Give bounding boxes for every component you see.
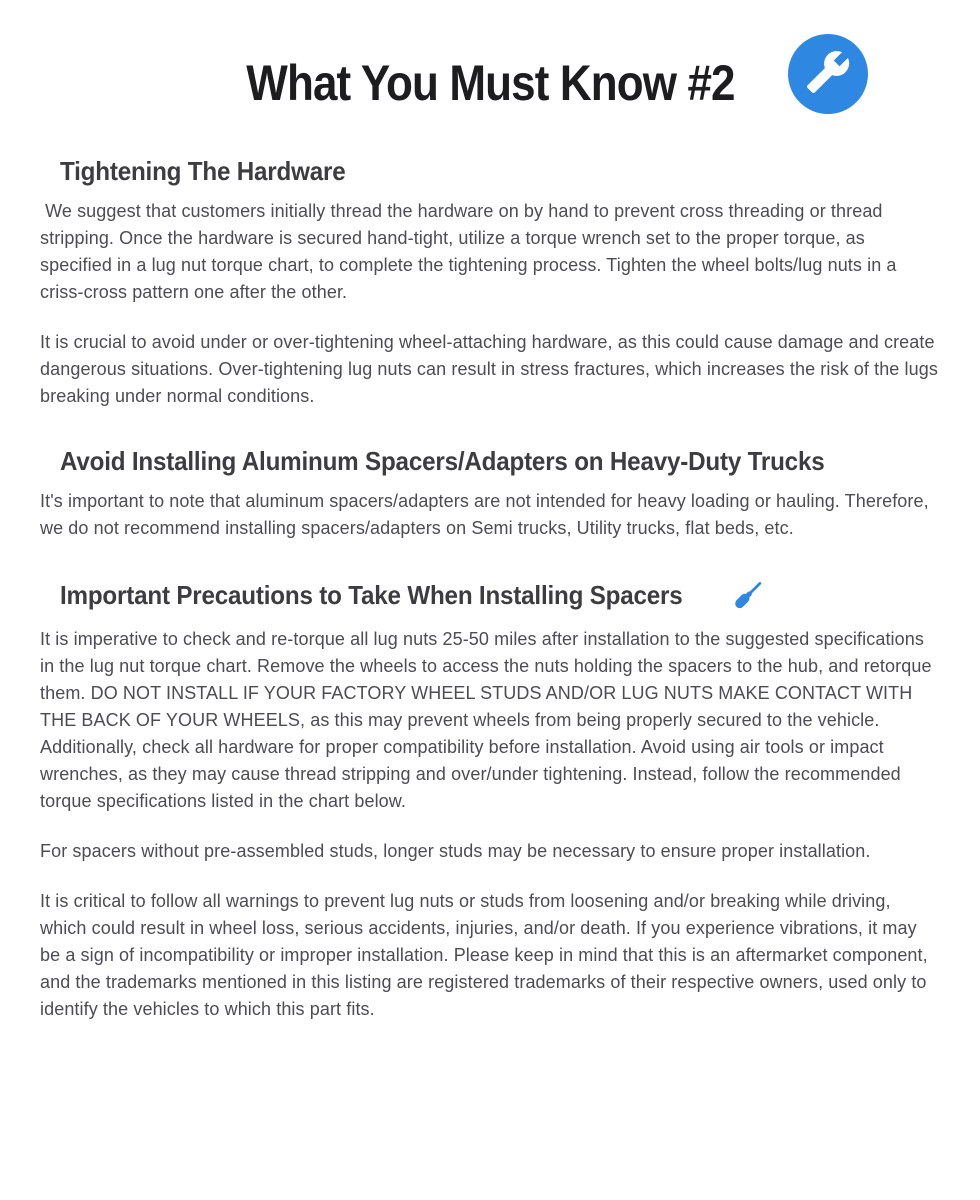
screwdriver-icon xyxy=(731,578,765,612)
page-header xyxy=(40,50,940,130)
section-heading-aluminum xyxy=(40,442,940,478)
section-heading-precautions xyxy=(40,576,940,612)
content-area xyxy=(0,50,980,1023)
section-heading-text: Important Precautions to Take When Installing Spacers xyxy=(60,580,683,611)
paragraph-retorque-warning: It is imperative to check and re-torque all lug nuts 25-50 miles after installation to the suggested specifications in the lug nut torque chart. Remove the wheels to access the nuts holding the spacers to the hub, and retorque them. DO NOT INSTALL IF YOUR FACTORY WHEEL STUDS AND/OR LUG NUTS MAKE CONTACT WITH THE BACK OF YOUR WHEELS, as this may prevent wheels from being properly secured to the vehicle. Additionally, check all hardware for proper compatibility before installation. Avoid using air tools or impact wrenches, as they may cause thread stripping and over/under tightening. Instead, follow the recommended torque specifications listed in the chart below. xyxy=(40,629,937,812)
paragraph-hand-thread: We suggest that customers initially thread the hardware on by hand to prevent cross threading or thread stripping. Once the hardware is secured hand-tight, utilize a torque wrench set to the proper torque, as specified in a lug nut torque chart, to complete the tightening process. Tighten the wheel bolts/lug nuts in a criss-cross pattern one after the other. xyxy=(40,201,902,303)
paragraph-longer-studs: For spacers without pre-assembled studs, longer studs may be necessary to ensure proper installation. xyxy=(40,841,871,862)
wrench-badge xyxy=(788,34,868,114)
paragraph-legal-warning: It is critical to follow all warnings to prevent lug nuts or studs from loosening and/or breaking while driving, which could result in wheel loss, serious accidents, injuries, and/or death. If you experience vibrations, it may be a sign of incompatibility or improper installation. Please keep in mind that this is an aftermarket component, and the trademarks mentioned in this listing are registered trademarks of their respective owners, used only to identify the vehicles to which this part fits. xyxy=(40,891,933,1020)
page-title: What You Must Know #2 xyxy=(245,55,735,111)
section-heading-text: Avoid Installing Aluminum Spacers/Adapters on Heavy-Duty Trucks xyxy=(60,446,825,477)
wrench-icon xyxy=(805,49,851,100)
paragraph-heavy-duty: It's important to note that aluminum spacers/adapters are not intended for heavy loading or hauling. Therefore, we do not recommend installing spacers/adapters on Semi trucks, Utility trucks, flat beds, etc. xyxy=(40,491,934,539)
section-heading-tightening xyxy=(40,152,940,188)
paragraph-over-tightening: It is crucial to avoid under or over-tightening wheel-attaching hardware, as this could cause damage and create dangerous situations. Over-tightening lug nuts can result in stress fractures, which increases the risk of the lugs breaking under normal conditions. xyxy=(40,332,944,407)
section-heading-text: Tightening The Hardware xyxy=(60,156,346,187)
